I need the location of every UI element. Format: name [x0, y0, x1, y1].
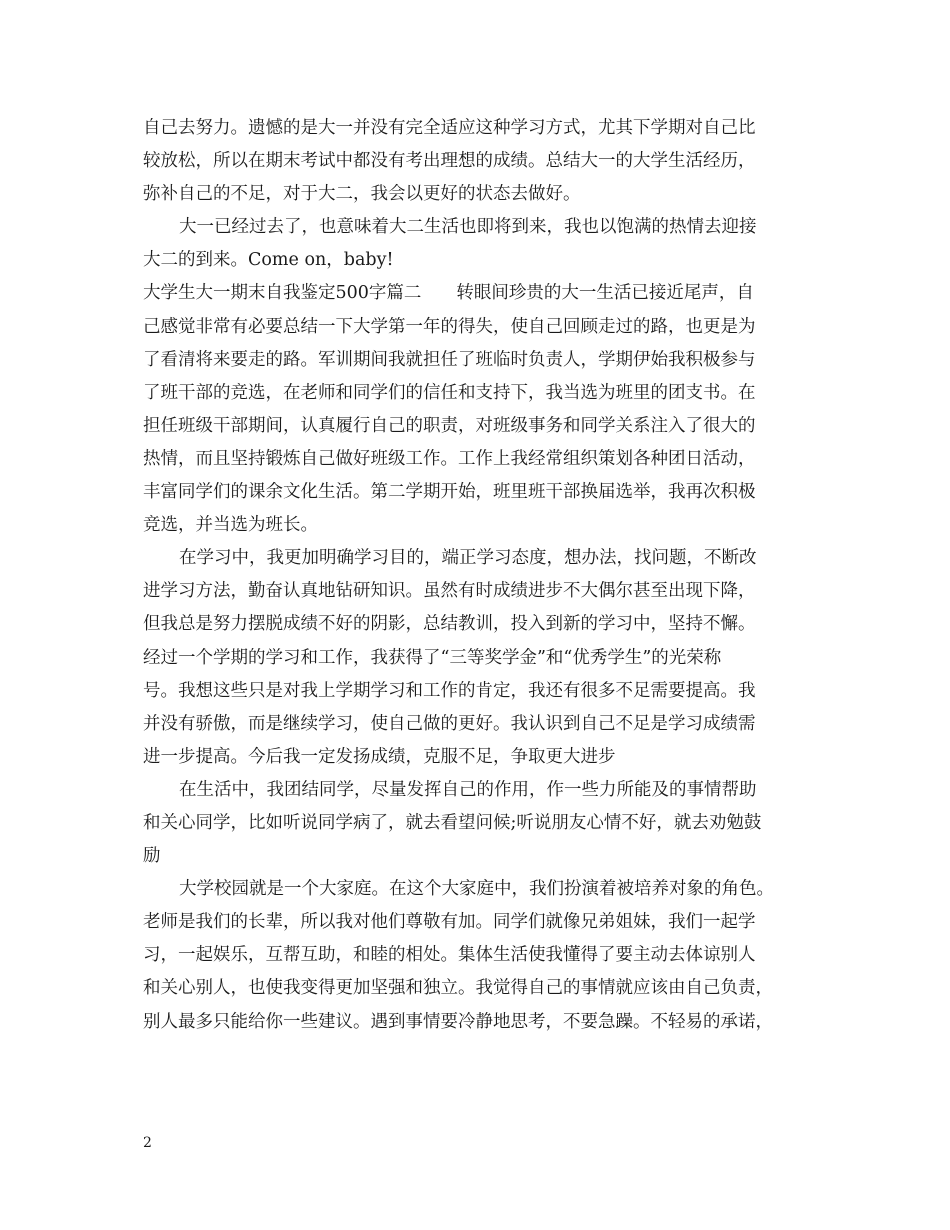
text-line: 自己去努力。遗憾的是大一并没有完全适应这种学习方式，尤其下学期对自己比: [143, 118, 756, 138]
text-line: 担任班级干部期间，认真履行自己的职责，对班级事务和同学关系注入了很大的: [143, 415, 756, 436]
text-line: 了班干部的竞选，在老师和同学们的信任和支持下，我当选为班里的团支书。在: [143, 382, 756, 403]
text-line: 大一已经过去了，也意味着大二生活也即将到来，我也以饱满的热情去迎接: [179, 217, 757, 238]
text-line: 大学校园就是一个大家庭。在这个大家庭中，我们扮演着被培养对象的角色。: [179, 879, 774, 900]
text-line: 竞选，并当选为班长。: [143, 515, 318, 536]
text-line: 别人最多只能给你一些建议。遇到事情要冷静地思考，不要急躁。不轻易的承诺，: [143, 1011, 773, 1032]
text-line: 进学习方法，勤奋认真地钻研知识。虽然有时成绩进步不大偶尔甚至出现下降，: [143, 581, 756, 602]
text-line: 并没有骄傲，而是继续学习，使自己做的更好。我认识到自己不足是学习成绩需: [143, 713, 756, 734]
text-line: 较放松，所以在期末考试中都没有考出理想的成绩。总结大一的大学生活经历，: [143, 151, 756, 172]
text-line: 热情，而且坚持锻炼自己做好班级工作。工作上我经常组织策划各种团日活动，: [143, 448, 756, 469]
text-line: 和关心同学，比如听说同学病了，就去看望问候;听说朋友心情不好，就去劝勉鼓: [143, 812, 762, 833]
text-line: 号。我想这些只是对我上学期学习和工作的肯定，我还有很多不足需要提高。我: [143, 680, 756, 701]
text-line: 励: [143, 846, 161, 867]
document-body: [143, 112, 815, 1039]
text-line: 己感觉非常有必要总结一下大学第一年的得失，使自己回顾走过的路，也更是为: [143, 316, 756, 337]
text-line: 习，一起娱乐，互帮互助，和睦的相处。集体生活使我懂得了要主动去体谅别人: [143, 945, 756, 966]
text-line: 老师是我们的长辈，所以我对他们尊敬有加。同学们就像兄弟姐妹，我们一起学: [143, 912, 756, 933]
text-line: 和关心别人，也使我变得更加坚强和独立。我觉得自己的事情就应该由自己负责，: [143, 978, 773, 999]
text-line: 进一步提高。今后我一定发扬成绩，克服不足，争取更大进步: [143, 746, 616, 767]
text-line: 了看清将来要走的路。军训期间我就担任了班临时负责人，学期伊始我积极参与: [143, 349, 756, 370]
text-line: 丰富同学们的课余文化生活。第二学期开始，班里班干部换届选举，我再次积极: [143, 482, 756, 503]
text-line: 大学生大一期末自我鉴定500字篇二 转眼间珍贵的大一生活已接近尾声，自: [143, 283, 754, 304]
text-line: 在学习中，我更加明确学习目的，端正学习态度，想办法，找问题，不断改: [179, 548, 757, 569]
text-line: 大二的到来。Come on，baby!: [143, 250, 394, 271]
text-line: 弥补自己的不足，对于大二，我会以更好的状态去做好。: [143, 184, 581, 205]
text-line: 在生活中，我团结同学，尽量发挥自己的作用，作一些力所能及的事情帮助: [179, 779, 757, 800]
text-line: 经过一个学期的学习和工作，我获得了“三等奖学金”和“优秀学生”的光荣称: [143, 647, 722, 668]
text-line: 但我总是努力摆脱成绩不好的阴影，总结教训，投入到新的学习中，坚持不懈。: [143, 614, 756, 635]
page-number: 2: [143, 1135, 152, 1151]
